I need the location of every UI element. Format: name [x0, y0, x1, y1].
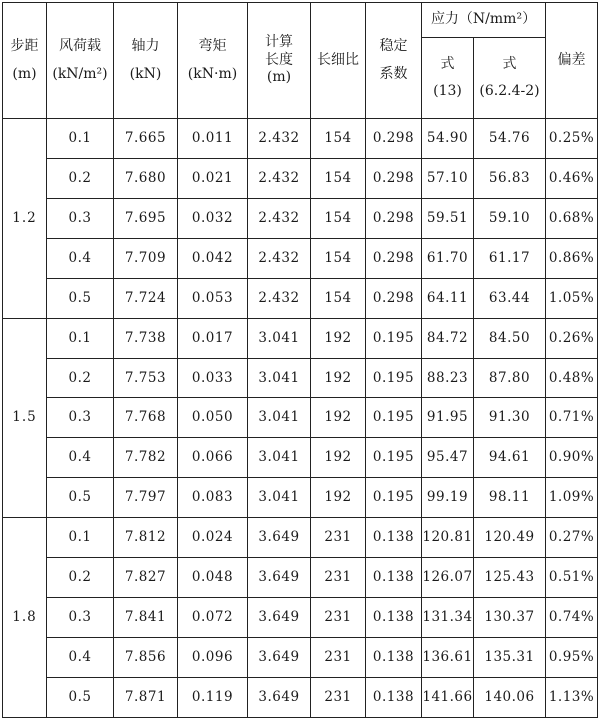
axial-force-cell: 7.856 [114, 637, 178, 677]
slenderness-cell: 231 [311, 637, 366, 677]
stress-formula-624-cell: 125.43 [474, 558, 546, 598]
stress-formula-13-cell: 141.66 [422, 677, 474, 717]
stability-coef-cell: 0.138 [366, 598, 422, 638]
stress-formula-13-cell: 120.81 [422, 518, 474, 558]
deviation-cell: 0.46% [546, 158, 598, 198]
calc-length-cell: 2.432 [248, 238, 311, 278]
slenderness-cell: 154 [311, 198, 366, 238]
wind-load-cell: 0.3 [47, 198, 114, 238]
deviation-cell: 0.95% [546, 637, 598, 677]
stability-coef-cell: 0.195 [366, 398, 422, 438]
axial-force-cell: 7.695 [114, 198, 178, 238]
calc-length-cell: 3.649 [248, 518, 311, 558]
slenderness-cell: 154 [311, 158, 366, 198]
deviation-cell: 0.25% [546, 119, 598, 159]
header-moment-label: 弯矩 [198, 38, 227, 54]
step-group-cell: 1.5 [3, 318, 47, 518]
header-axial [114, 3, 178, 119]
axial-force-cell: 7.812 [114, 518, 178, 558]
axial-force-cell: 7.768 [114, 398, 178, 438]
deviation-cell: 0.51% [546, 558, 598, 598]
header-step [3, 3, 47, 119]
slenderness-cell: 192 [311, 358, 366, 398]
stress-formula-624-cell: 135.31 [474, 637, 546, 677]
stability-coef-cell: 0.298 [366, 119, 422, 159]
slenderness-cell: 231 [311, 677, 366, 717]
slenderness-cell: 192 [311, 318, 366, 358]
table-row [3, 558, 598, 598]
header-deviation: 偏差 [546, 3, 598, 119]
table-row [3, 158, 598, 198]
wind-load-cell: 0.2 [47, 558, 114, 598]
deviation-cell: 0.26% [546, 318, 598, 358]
stress-formula-13-cell: 131.34 [422, 598, 474, 638]
header-stress-624-ref: (6.2.4-2) [479, 83, 540, 99]
deviation-cell: 1.05% [546, 278, 598, 318]
wind-load-cell: 0.5 [47, 278, 114, 318]
table-row [3, 478, 598, 518]
stress-formula-624-cell: 120.49 [474, 518, 546, 558]
stress-formula-13-cell: 59.51 [422, 198, 474, 238]
header-wind-unit: (kN/m²) [52, 65, 108, 82]
deviation-cell: 1.09% [546, 478, 598, 518]
header-stress-13-ref: (13) [433, 83, 462, 99]
calc-length-cell: 3.649 [248, 637, 311, 677]
table-row [3, 518, 598, 558]
stability-coef-cell: 0.138 [366, 558, 422, 598]
deviation-cell: 0.71% [546, 398, 598, 438]
header-calc-length-line2: 长度 [265, 51, 293, 68]
bending-moment-cell: 0.066 [178, 438, 248, 478]
bending-moment-cell: 0.021 [178, 158, 248, 198]
wind-load-cell: 0.1 [47, 119, 114, 159]
slenderness-cell: 231 [311, 518, 366, 558]
slenderness-cell: 154 [311, 278, 366, 318]
table-row [3, 278, 598, 318]
calc-length-cell: 3.041 [248, 318, 311, 358]
stability-coef-cell: 0.195 [366, 438, 422, 478]
stability-coef-cell: 0.138 [366, 677, 422, 717]
axial-force-cell: 7.753 [114, 358, 178, 398]
stress-formula-13-cell: 136.61 [422, 637, 474, 677]
header-moment-unit: (kN·m) [187, 65, 238, 82]
bending-moment-cell: 0.053 [178, 278, 248, 318]
stability-coef-cell: 0.195 [366, 318, 422, 358]
stress-formula-624-cell: 59.10 [474, 198, 546, 238]
stress-formula-13-cell: 88.23 [422, 358, 474, 398]
header-calc-length [248, 3, 311, 119]
wind-load-cell: 0.5 [47, 677, 114, 717]
table-row [3, 438, 598, 478]
slenderness-cell: 231 [311, 598, 366, 638]
deviation-cell: 0.48% [546, 358, 598, 398]
header-stress-624-label: 式 [502, 55, 517, 72]
bending-moment-cell: 0.083 [178, 478, 248, 518]
stress-formula-624-cell: 56.83 [474, 158, 546, 198]
header-stability-line1: 稳定 [379, 38, 408, 54]
calc-length-cell: 3.041 [248, 358, 311, 398]
bending-moment-cell: 0.011 [178, 119, 248, 159]
stress-formula-624-cell: 130.37 [474, 598, 546, 638]
stress-formula-624-cell: 98.11 [474, 478, 546, 518]
calc-length-cell: 2.432 [248, 278, 311, 318]
stress-formula-13-cell: 126.07 [422, 558, 474, 598]
axial-force-cell: 7.797 [114, 478, 178, 518]
stress-formula-624-cell: 140.06 [474, 677, 546, 717]
header-stress-formula-13 [422, 38, 474, 119]
stress-formula-624-cell: 84.50 [474, 318, 546, 358]
axial-force-cell: 7.871 [114, 677, 178, 717]
stress-formula-13-cell: 91.95 [422, 398, 474, 438]
table-row [3, 598, 598, 638]
header-stress-formula-624 [474, 38, 546, 119]
stress-formula-13-cell: 64.11 [422, 278, 474, 318]
deviation-cell: 1.13% [546, 677, 598, 717]
table-body [3, 119, 598, 718]
wind-load-cell: 0.1 [47, 518, 114, 558]
header-moment [178, 3, 248, 119]
deviation-cell: 0.86% [546, 238, 598, 278]
stress-formula-624-cell: 61.17 [474, 238, 546, 278]
header-wind [47, 3, 114, 119]
deviation-cell: 0.68% [546, 198, 598, 238]
stability-coef-cell: 0.298 [366, 238, 422, 278]
table-row [3, 198, 598, 238]
stress-formula-13-cell: 95.47 [422, 438, 474, 478]
axial-force-cell: 7.680 [114, 158, 178, 198]
deviation-cell: 0.74% [546, 598, 598, 638]
stress-formula-624-cell: 54.76 [474, 119, 546, 159]
axial-force-cell: 7.782 [114, 438, 178, 478]
header-slenderness: 长细比 [311, 3, 366, 119]
wind-load-cell: 0.4 [47, 637, 114, 677]
bending-moment-cell: 0.033 [178, 358, 248, 398]
header-stability [366, 3, 422, 119]
header-stress: 应力（N/mm²） [422, 3, 546, 38]
axial-force-cell: 7.827 [114, 558, 178, 598]
stability-coef-cell: 0.298 [366, 198, 422, 238]
calc-length-cell: 2.432 [248, 158, 311, 198]
slenderness-cell: 154 [311, 119, 366, 159]
table-row [3, 119, 598, 159]
bending-moment-cell: 0.017 [178, 318, 248, 358]
calc-length-cell: 3.649 [248, 598, 311, 638]
stress-formula-13-cell: 99.19 [422, 478, 474, 518]
stability-coef-cell: 0.195 [366, 358, 422, 398]
slenderness-cell: 192 [311, 478, 366, 518]
slenderness-cell: 192 [311, 438, 366, 478]
slenderness-cell: 192 [311, 398, 366, 438]
axial-force-cell: 7.724 [114, 278, 178, 318]
wind-load-cell: 0.3 [47, 398, 114, 438]
bending-moment-cell: 0.032 [178, 198, 248, 238]
deviation-cell: 0.90% [546, 438, 598, 478]
deviation-cell: 0.27% [546, 518, 598, 558]
stability-coef-cell: 0.195 [366, 478, 422, 518]
header-axial-unit: (kN) [129, 65, 162, 82]
bending-moment-cell: 0.048 [178, 558, 248, 598]
stress-formula-624-cell: 94.61 [474, 438, 546, 478]
bending-moment-cell: 0.050 [178, 398, 248, 438]
header-step-unit: (m) [12, 65, 37, 82]
table-header [3, 3, 598, 119]
wind-load-cell: 0.2 [47, 158, 114, 198]
calc-length-cell: 3.041 [248, 438, 311, 478]
calc-length-cell: 3.649 [248, 558, 311, 598]
wind-load-cell: 0.4 [47, 238, 114, 278]
wind-load-cell: 0.1 [47, 318, 114, 358]
calc-length-cell: 3.649 [248, 677, 311, 717]
table-row [3, 318, 598, 358]
bending-moment-cell: 0.042 [178, 238, 248, 278]
calc-length-cell: 2.432 [248, 119, 311, 159]
wind-load-cell: 0.3 [47, 598, 114, 638]
axial-force-cell: 7.841 [114, 598, 178, 638]
table-row [3, 398, 598, 438]
bending-moment-cell: 0.096 [178, 637, 248, 677]
step-group-cell: 1.2 [3, 119, 47, 319]
step-group-cell: 1.8 [3, 518, 47, 718]
header-calc-length-unit: (m) [266, 69, 292, 86]
stress-formula-13-cell: 57.10 [422, 158, 474, 198]
table-row [3, 637, 598, 677]
stress-formula-624-cell: 91.30 [474, 398, 546, 438]
stress-formula-13-cell: 84.72 [422, 318, 474, 358]
bending-moment-cell: 0.119 [178, 677, 248, 717]
wind-load-cell: 0.2 [47, 358, 114, 398]
table-row [3, 358, 598, 398]
stress-formula-624-cell: 63.44 [474, 278, 546, 318]
stability-coef-cell: 0.298 [366, 158, 422, 198]
stress-formula-624-cell: 87.80 [474, 358, 546, 398]
slenderness-cell: 154 [311, 238, 366, 278]
stress-formula-13-cell: 54.90 [422, 119, 474, 159]
axial-force-cell: 7.665 [114, 119, 178, 159]
table-row [3, 677, 598, 717]
header-stress-13-label: 式 [440, 55, 455, 72]
wind-load-cell: 0.4 [47, 438, 114, 478]
calc-length-cell: 3.041 [248, 398, 311, 438]
calc-length-cell: 2.432 [248, 198, 311, 238]
stability-coef-cell: 0.138 [366, 637, 422, 677]
stability-coef-cell: 0.138 [366, 518, 422, 558]
stress-formula-13-cell: 61.70 [422, 238, 474, 278]
slenderness-cell: 231 [311, 558, 366, 598]
bending-moment-cell: 0.072 [178, 598, 248, 638]
header-wind-label: 风荷载 [59, 38, 101, 54]
axial-force-cell: 7.738 [114, 318, 178, 358]
stability-coef-cell: 0.298 [366, 278, 422, 318]
calc-length-cell: 3.041 [248, 478, 311, 518]
axial-force-cell: 7.709 [114, 238, 178, 278]
data-table [2, 2, 598, 718]
bending-moment-cell: 0.024 [178, 518, 248, 558]
header-stability-line2: 系数 [379, 65, 408, 82]
table-row [3, 238, 598, 278]
header-axial-label: 轴力 [131, 38, 160, 54]
wind-load-cell: 0.5 [47, 478, 114, 518]
header-calc-length-line1: 计算 [265, 34, 293, 51]
header-step-label: 步距 [10, 38, 39, 54]
